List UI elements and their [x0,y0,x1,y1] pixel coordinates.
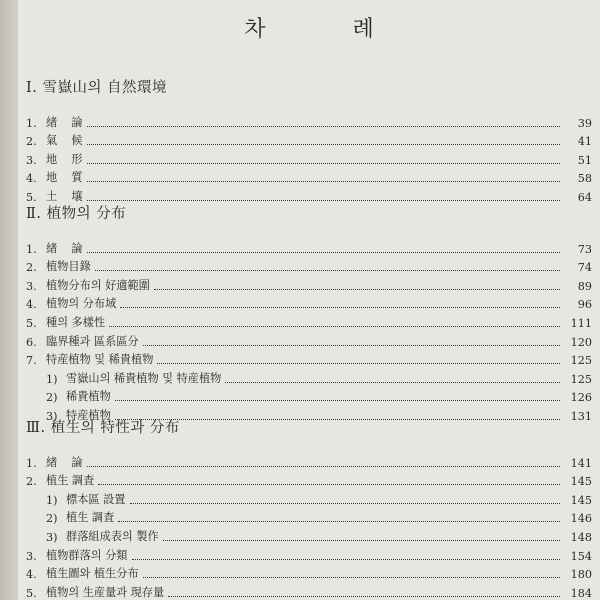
entry-number: 2. [26,135,37,149]
dot-leader [130,503,561,504]
toc-subentry[interactable] [26,386,592,405]
dot-leader [87,163,560,164]
page-number: 145 [570,493,592,507]
entry-label: 土 壤 [46,189,83,203]
dot-leader [157,363,560,364]
toc-section [26,416,592,600]
entry-number: 1. [26,456,37,470]
entry-label: 種의 多樣性 [46,315,106,329]
entry-number: 3. [26,153,37,167]
entry-number: 7. [26,354,37,368]
entry-number: 6. [26,335,37,349]
entry-label: 緖 論 [46,115,83,129]
entry-label: 氣 候 [46,134,83,148]
entry-label: 稀貴植物 [66,390,111,404]
book-spine-edge [0,0,18,600]
toc-entry[interactable] [26,451,592,470]
page-number: 58 [577,172,592,186]
entry-label: 緖 論 [46,241,83,255]
entry-number: 2) [46,391,58,405]
dot-leader [95,270,560,271]
dot-leader [98,484,560,485]
dot-leader [87,252,560,253]
entry-number: 2) [46,512,58,526]
entry-number: 5. [26,316,37,330]
page-number: 184 [570,586,592,600]
entry-number: 2. [26,475,37,489]
page-number: 180 [570,568,592,582]
page-number: 126 [570,391,592,405]
toc-entry[interactable] [26,148,592,167]
page-number: 39 [577,116,592,130]
dot-leader [143,577,560,578]
dot-leader [87,181,560,182]
entry-number: 5. [26,586,37,600]
dot-leader [132,559,561,560]
toc-entry[interactable] [26,274,592,293]
dot-leader [118,521,560,522]
dot-leader [87,144,560,145]
page-number: 146 [570,512,592,526]
dot-leader [163,540,560,541]
page-number: 125 [570,354,592,368]
toc-entry[interactable] [26,581,592,600]
section-heading: Ⅲ. 植生의 特性과 分布 [26,420,180,436]
entry-number: 1. [26,116,37,130]
dot-leader [120,307,560,308]
toc-entry[interactable] [26,111,592,130]
toc-section [26,202,592,423]
entry-number: 3. [26,279,37,293]
page-number: 111 [570,316,592,330]
entry-number: 3) [46,530,58,544]
page-number: 51 [577,153,592,167]
entry-number: 3. [26,549,37,563]
toc-entry[interactable] [26,544,592,563]
entry-label: 植物分布의 好適範圍 [46,278,150,292]
entry-label: 植生圖와 植生分布 [46,567,139,581]
toc-entry[interactable] [26,330,592,349]
dot-leader [154,289,560,290]
entry-number: 2. [26,261,37,275]
dot-leader [109,326,560,327]
dot-leader [115,400,560,401]
entry-label: 地 形 [46,152,83,166]
entry-label: 植物群落의 分類 [46,548,128,562]
toc-entry[interactable] [26,130,592,149]
page-number: 64 [577,190,592,204]
page-title: 차 례 [244,17,414,42]
entry-number: 3) [46,409,58,423]
page-number: 131 [570,409,592,423]
entry-label: 植物目錄 [46,260,91,274]
entry-number: 5. [26,190,37,204]
entry-label: 特産植物 [66,408,111,422]
entry-label: 雪嶽山의 稀貴植物 및 特産植物 [66,371,222,385]
dot-leader [87,200,560,201]
entry-label: 植生 調査 [66,511,115,525]
toc-entry[interactable] [26,563,592,582]
entry-number: 4. [26,172,37,186]
dot-leader [168,596,560,597]
toc-subentry[interactable] [26,525,592,544]
toc-entry[interactable] [26,311,592,330]
page-number: 145 [570,475,592,489]
toc-entry[interactable] [26,237,592,256]
dot-leader [225,382,560,383]
entry-number: 1) [46,493,58,507]
dot-leader [87,466,560,467]
section-heading: Ⅰ. 雪嶽山의 自然環境 [26,80,168,96]
page-number: 89 [577,279,592,293]
entry-label: 植物의 分布域 [46,297,117,311]
toc-page [18,0,600,600]
page-number: 141 [570,456,592,470]
page-number: 154 [570,549,592,563]
entry-number: 1. [26,242,37,256]
toc-entry[interactable] [26,349,592,368]
entry-label: 群落組成表의 製作 [66,529,159,543]
entry-label: 緖 論 [46,455,83,469]
entry-number: 1) [46,372,58,386]
toc-entry[interactable] [26,293,592,312]
entry-number: 4. [26,298,37,312]
page-number: 73 [577,242,592,256]
page-number: 148 [570,530,592,544]
toc-entry[interactable] [26,167,592,186]
page-number: 120 [570,335,592,349]
toc-subentry[interactable] [26,488,592,507]
entry-label: 植生 調査 [46,474,95,488]
dot-leader [87,126,560,127]
toc-subentry[interactable] [26,507,592,526]
section-heading: Ⅱ. 植物의 分布 [26,206,127,222]
page-number: 96 [577,298,592,312]
toc-subentry[interactable] [26,367,592,386]
toc-entry[interactable] [26,256,592,275]
entry-number: 4. [26,568,37,582]
page-number: 41 [577,135,592,149]
page-number: 74 [577,261,592,275]
page-number: 125 [570,372,592,386]
entry-label: 植物의 生産量과 現存量 [46,585,165,599]
dot-leader [143,345,560,346]
toc-section [26,76,592,204]
entry-label: 地 質 [46,171,83,185]
toc-entry[interactable] [26,470,592,489]
entry-label: 標本區 設置 [66,492,126,506]
entry-label: 特産植物 및 稀貴植物 [46,353,154,367]
entry-label: 臨界種과 區系區分 [46,334,139,348]
